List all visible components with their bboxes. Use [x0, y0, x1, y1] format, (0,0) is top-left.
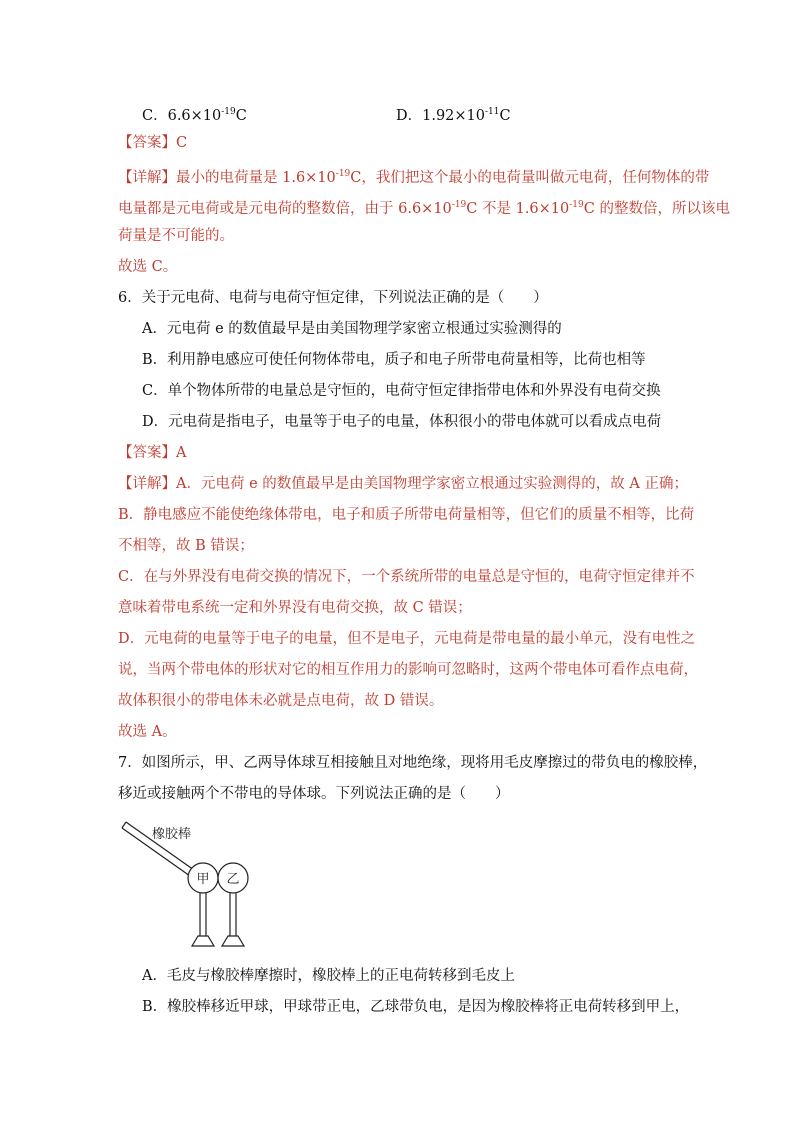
- sphere-yi-label: 乙: [226, 871, 240, 886]
- q7-option-b: B．橡胶棒移近甲球，甲球带正电，乙球带负电，是因为橡胶棒将正电荷转移到甲上，: [142, 999, 690, 1015]
- q6-explain-line-8: 故体积很小的带电体未必就是点电荷，故 D 错误。: [118, 693, 444, 709]
- q6-explain-line-2: B．静电感应不能使绝缘体带电，电子和质子所带电荷量相等，但它们的质量不相等，比荷: [118, 507, 695, 523]
- q7-figure: [118, 818, 278, 958]
- q5-explain-line-3: 荷量是不可能的。: [118, 228, 234, 244]
- stand-jia: [192, 893, 214, 946]
- q6-conclusion: 故选 A。: [118, 724, 177, 740]
- q6-stem: 6．关于元电荷、电荷与电荷守恒定律，下列说法正确的是（ ）: [118, 290, 548, 306]
- q7-stem-line-2: 移近或接触两个不带电的导体球。下列说法正确的是（ ）: [118, 786, 510, 802]
- q6-explain-line-7: 说，当两个带电体的形状对它的相互作用力的影响可忽略时，这两个带电体可看作点电荷，: [118, 662, 698, 678]
- q6-explain-line-1: 【详解】A．元电荷 e 的数值最早是由美国物理学家密立根通过实验测得的，故 A 正确；: [118, 476, 688, 492]
- q6-explain-line-6: D．元电荷的电量等于电子的电量，但不是电子，元电荷是带电量的最小单元，没有电性之: [118, 631, 696, 647]
- q6-explain-line-4: C．在与外界没有电荷交换的情况下，一个系统所带的电量总是守恒的，电荷守恒定律并不: [118, 569, 695, 585]
- q6-explain-line-5: 意味着带电系统一定和外界没有电荷交换，故 C 错误；: [118, 600, 472, 616]
- stand-yi: [222, 893, 244, 946]
- sphere-jia-label: 甲: [196, 871, 210, 886]
- q6-option-c: C．单个物体所带的电量总是守恒的，电荷守恒定律指带电体和外界没有电荷交换: [142, 383, 661, 399]
- q5-answer: 【答案】C: [118, 135, 188, 151]
- q6-option-a: A．元电荷 e 的数值最早是由美国物理学家密立根通过实验测得的: [142, 321, 562, 337]
- q6-option-b: B．利用静电感应可使任何物体带电，质子和电子所带电荷量相等，比荷也相等: [142, 352, 646, 368]
- q7-stem-line-1: 7．如图所示，甲、乙两导体球互相接触且对地绝缘，现将用毛皮摩擦过的带负电的橡胶棒，: [118, 755, 708, 771]
- q6-explain-line-3: 不相等，故 B 错误；: [118, 538, 254, 554]
- rod-label: 橡胶棒: [152, 826, 192, 841]
- q5-option-c: C．$6.6\times 10^{-19}C$: [142, 107, 247, 124]
- q6-answer: 【答案】A: [118, 445, 187, 461]
- q7-figure-svg: [118, 818, 278, 958]
- q5-option-d: D．$1.92\times 10^{-11}C$: [396, 107, 511, 124]
- q5-explain-line-1: 【详解】最小的电荷量是 $1.6\times 10^{-19}C$，我们把这个最小的电荷量叫做元电荷，任何物体的带: [118, 169, 710, 186]
- q5-explain-line-2: 电量都是元电荷或是元电荷的整数倍，由于 $6.6\times 10^{-19}C$ 不是 $1.6\times 10^{-19}C$ 的整数倍，所以该电: [118, 200, 730, 217]
- q7-option-a: A．毛皮与橡胶棒摩擦时，橡胶棒上的正电荷转移到毛皮上: [142, 968, 515, 984]
- q6-option-d: D．元电荷是指电子，电量等于电子的电量，体积很小的带电体就可以看成点电荷: [142, 414, 662, 430]
- q5-conclusion: 故选 C。: [118, 259, 178, 275]
